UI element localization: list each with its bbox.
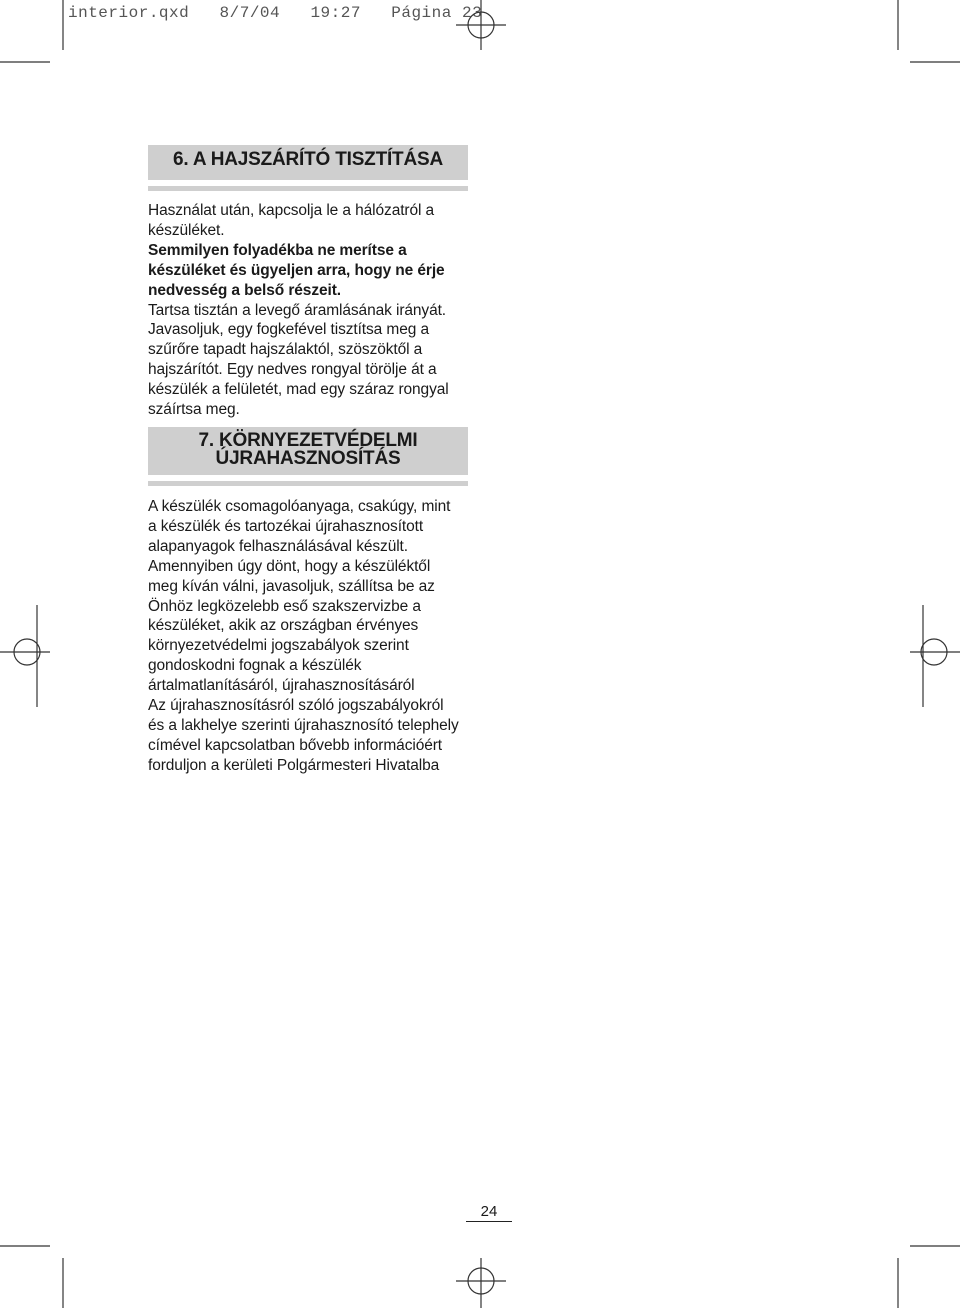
section-7-body bbox=[148, 497, 470, 776]
section-6-line: Semmilyen folyadékba ne merítse a bbox=[148, 241, 407, 259]
section-7-line: a készülék és tartozékai újrahasznosított bbox=[148, 517, 424, 535]
section-6-line: Tartsa tisztán a levegő áramlásának irányát. bbox=[148, 301, 447, 319]
section-7-line: Önhöz legközelebb eső szakszervizbe a bbox=[148, 597, 421, 615]
section-6-line: száírtsa meg. bbox=[148, 401, 240, 419]
section-7-line: meg kíván válni, javasoljuk, szállítsa be az bbox=[148, 577, 435, 595]
registration-mark-bottom bbox=[456, 1258, 506, 1308]
section-7-rule bbox=[148, 481, 468, 486]
section-7-line: és a lakhelye szerinti újrahasznosító telephely bbox=[148, 716, 459, 734]
section-6-line: készüléket. bbox=[148, 221, 225, 239]
print-slug: interior.qxd 8/7/04 19:27 Página 23 bbox=[68, 4, 483, 22]
section-6-line: nedvesség a belső részeit. bbox=[148, 281, 341, 299]
section-7-heading bbox=[148, 427, 468, 475]
registration-mark-left bbox=[0, 605, 50, 707]
section-7-title-line-2: ÚJRAHASZNOSÍTÁS bbox=[215, 448, 401, 469]
section-6-heading bbox=[148, 145, 468, 180]
section-6-line: Használat után, kapcsolja le a hálózatról a bbox=[148, 202, 435, 219]
registration-mark-top bbox=[456, 0, 506, 50]
section-6-line: Javasoljuk, egy fogkefével tisztítsa meg a bbox=[148, 321, 429, 339]
section-7-line: címével kapcsolatban bővebb információért bbox=[148, 736, 443, 754]
page-number: 24 bbox=[466, 1203, 512, 1222]
section-7-line: környezetvédelmi jogszabályok szerint bbox=[148, 637, 409, 655]
section-6-line: készülék a felületét, mad egy száraz rongyal bbox=[148, 381, 449, 399]
section-7-line: készüléket, akik az országban érvényes bbox=[148, 617, 419, 635]
registration-mark-right bbox=[910, 605, 960, 707]
section-6-body bbox=[148, 201, 470, 420]
section-7-line: forduljon a kerületi Polgármesteri Hivatalba bbox=[148, 756, 440, 774]
section-6-rule bbox=[148, 186, 468, 191]
section-6-title: 6. A HAJSZÁRÍTÓ TISZTÍTÁSA bbox=[173, 149, 443, 170]
section-7-line: ártalmatlanításáról, újrahasznosításáról bbox=[148, 677, 415, 695]
section-7-line: alapanyagok felhasználásával készült. bbox=[148, 537, 408, 555]
section-7-title-line-1: 7. KÖRNYEZETVÉDELMI bbox=[198, 430, 418, 451]
section-6-line: szűrőre tapadt hajszálaktól, szöszöktől a bbox=[148, 341, 423, 359]
section-6-line: készüléket és ügyeljen arra, hogy ne érje bbox=[148, 261, 445, 279]
section-7-line: Az újrahasznosításról szóló jogszabályokról bbox=[148, 697, 444, 715]
section-7-line: gondoskodni fognak a készülék bbox=[148, 657, 362, 675]
section-7-line: Amennyiben úgy dönt, hogy a készüléktől bbox=[148, 557, 431, 575]
section-7-line: A készülék csomagolóanyaga, csakúgy, mint bbox=[148, 498, 451, 515]
section-6-line: hajszárítót. Egy nedves rongyal törölje át a bbox=[148, 361, 437, 379]
